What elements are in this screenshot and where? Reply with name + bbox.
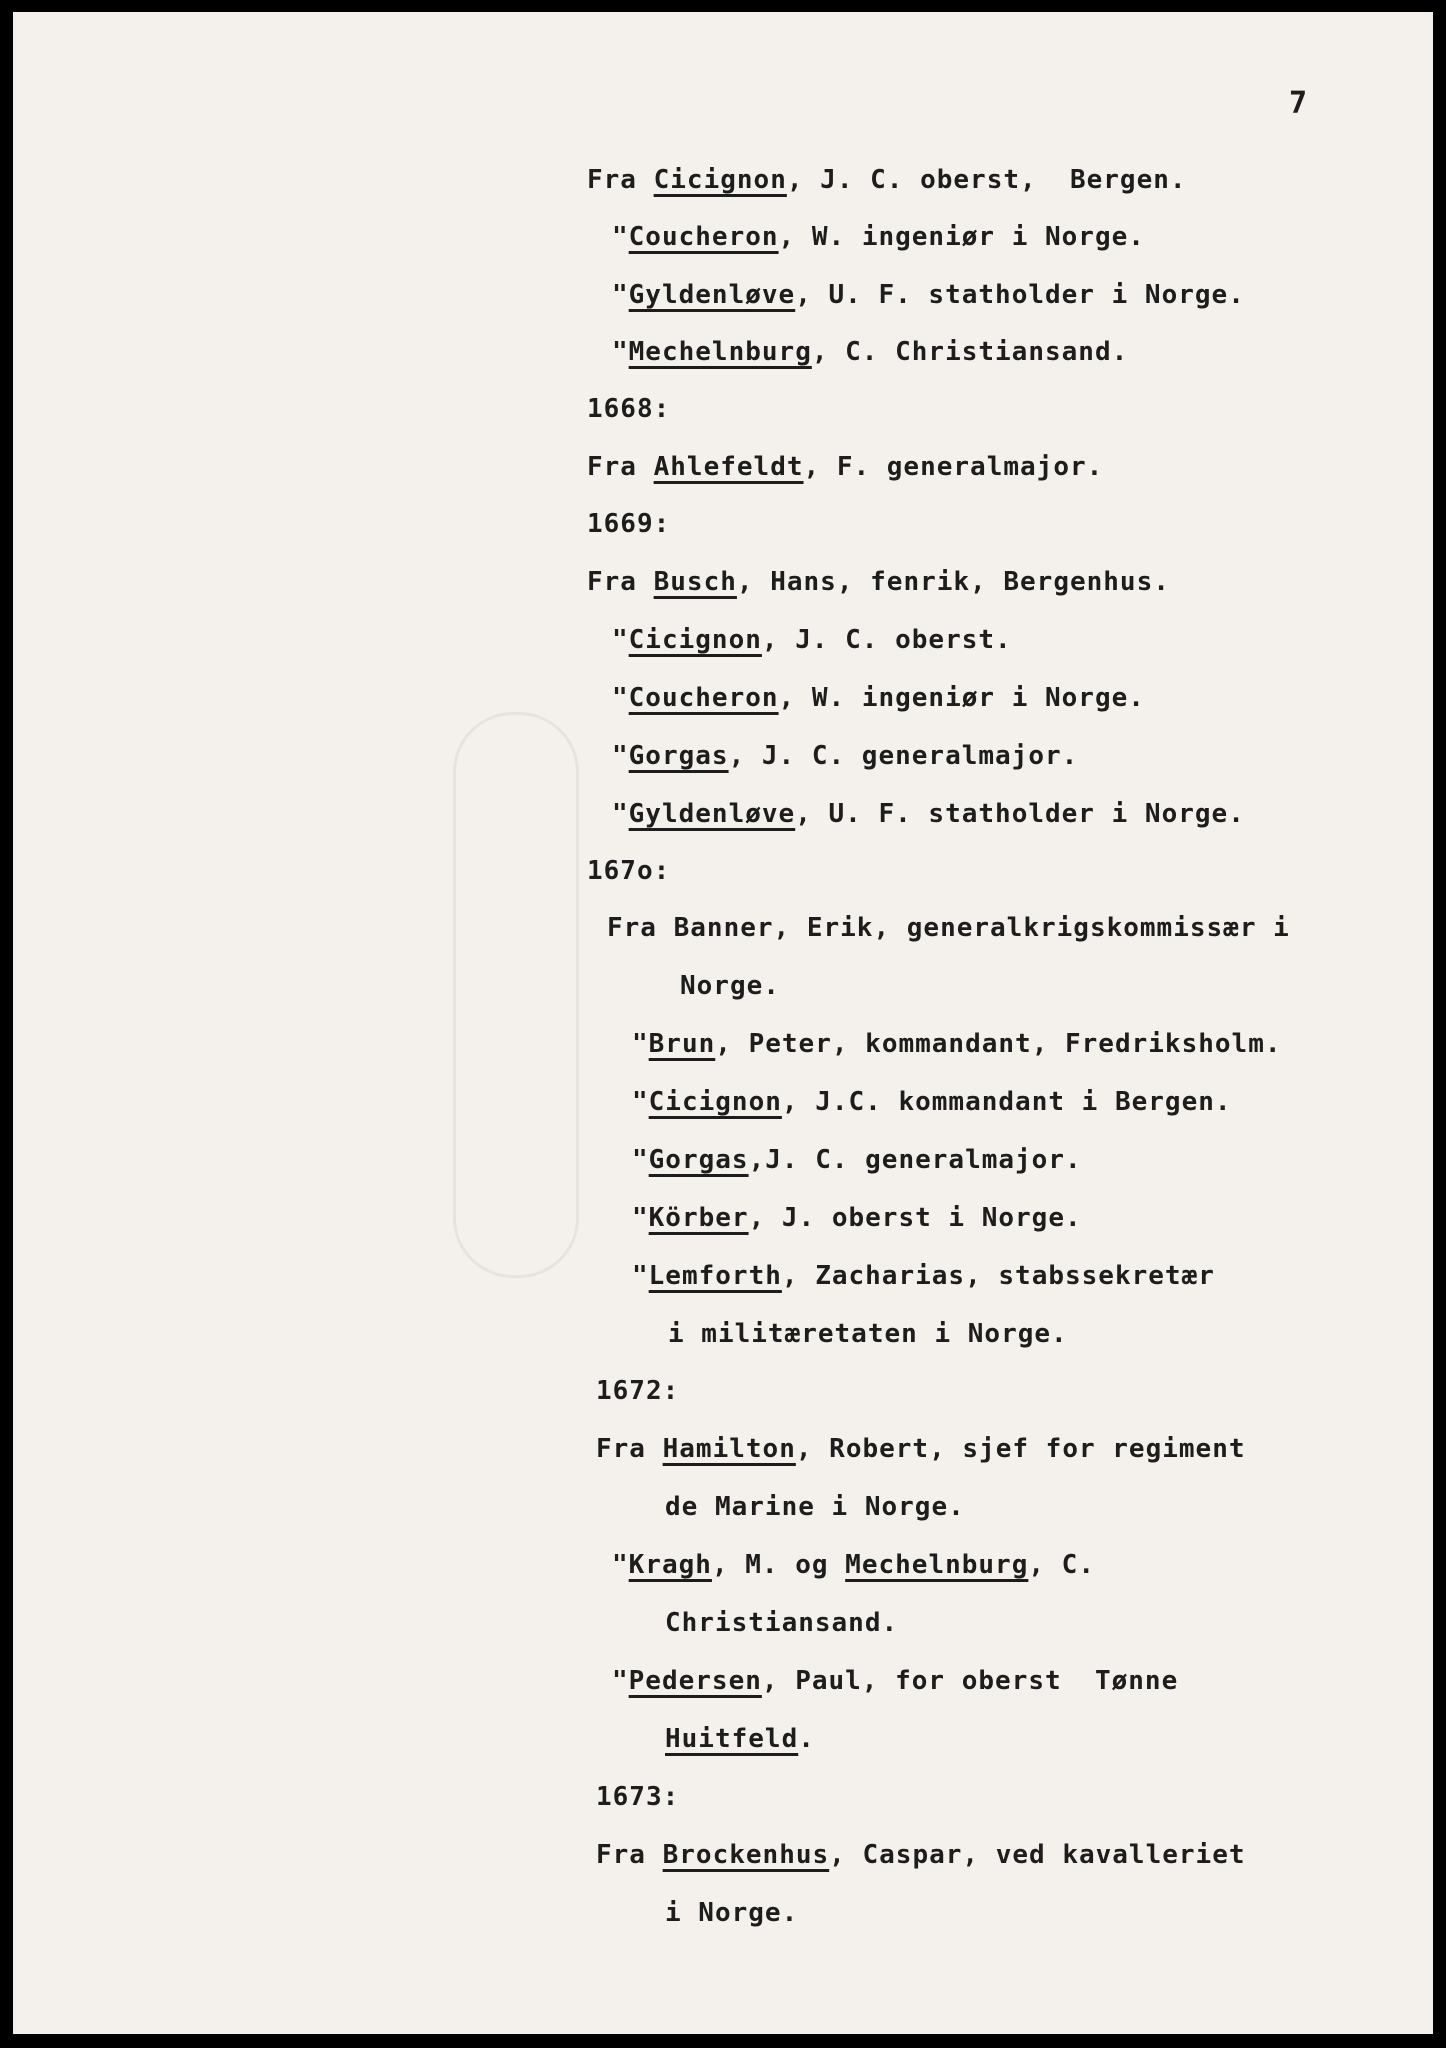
entry-text: , M. og: [711, 1550, 846, 1580]
entry-text: , C.: [1028, 1550, 1095, 1580]
entry-text: ": [612, 337, 629, 367]
entry-text: ": [632, 1029, 649, 1059]
underlined-name: Hamilton: [662, 1434, 796, 1464]
entry-line: [612, 799, 1245, 829]
document-page: [13, 12, 1433, 2034]
entry-text: , U. F. statholder i Norge.: [795, 799, 1245, 829]
entry-text: ": [612, 683, 629, 713]
entry-line: [680, 971, 780, 1001]
entry-line: [612, 222, 1145, 252]
entry-line: [632, 1203, 1082, 1233]
entry-text: , Hans, fenrik, Bergenhus.: [736, 567, 1170, 597]
entry-line: [596, 1782, 679, 1812]
entry-text: Fra: [596, 1434, 663, 1464]
entry-line: [607, 913, 1290, 943]
entry-text: ": [632, 1261, 649, 1291]
entry-text: 167o:: [587, 856, 671, 886]
underlined-name: Körber: [648, 1203, 749, 1233]
entry-text: ": [612, 625, 629, 655]
underlined-name: Cicignon: [628, 625, 762, 655]
entry-line: [596, 1840, 1246, 1870]
entry-line: [665, 1608, 898, 1638]
entry-line: [596, 1376, 679, 1406]
entry-line: [587, 509, 670, 539]
entry-text: , W. ingeniør i Norge.: [778, 222, 1145, 252]
underlined-name: Cicignon: [648, 1087, 782, 1117]
underlined-name: Lemforth: [648, 1261, 782, 1291]
entry-line: [632, 1261, 1215, 1291]
entry-line: [612, 625, 1012, 655]
entry-line: [665, 1898, 798, 1928]
entry-text: 1672:: [596, 1376, 680, 1406]
entry-text: , C. Christiansand.: [811, 337, 1129, 367]
underlined-name: Brockenhus: [662, 1840, 830, 1870]
entry-text: , W. ingeniør i Norge.: [778, 683, 1145, 713]
entry-line: [587, 394, 670, 424]
underlined-name: Coucheron: [628, 222, 779, 252]
entry-line: [612, 1666, 1178, 1696]
entry-line: [632, 1029, 1282, 1059]
entry-text: ": [612, 280, 629, 310]
entry-line: [587, 856, 670, 886]
entry-line: [665, 1492, 965, 1522]
entry-text: ": [612, 1550, 629, 1580]
underlined-name: Pedersen: [628, 1666, 762, 1696]
entry-text: i Norge.: [665, 1898, 799, 1928]
entry-text: , J. C. oberst, Bergen.: [786, 165, 1187, 195]
entry-text: ": [612, 222, 629, 252]
entry-line: [665, 1724, 815, 1754]
entry-line: [612, 280, 1245, 310]
entry-text: , F. generalmajor.: [803, 452, 1104, 482]
entry-text: Fra: [587, 165, 654, 195]
entry-text: ": [632, 1145, 649, 1175]
entry-text: 1668:: [587, 394, 671, 424]
underlined-name: Coucheron: [628, 683, 779, 713]
entry-text: ": [632, 1203, 649, 1233]
entry-text: ,J. C. generalmajor.: [748, 1145, 1082, 1175]
entry-line: [612, 337, 1128, 367]
entry-line: [587, 165, 1187, 195]
entry-text: ": [612, 741, 629, 771]
page-number: 7: [1289, 86, 1308, 121]
underlined-name: Gyldenløve: [628, 280, 796, 310]
underlined-name: Cicignon: [653, 165, 787, 195]
underlined-name: Mechelnburg: [628, 337, 812, 367]
entry-text: , Caspar, ved kavalleriet: [829, 1840, 1246, 1870]
underlined-name: Gorgas: [628, 741, 729, 771]
underlined-name: Gorgas: [648, 1145, 749, 1175]
entry-text: , Paul, for oberst Tønne: [761, 1666, 1179, 1696]
entry-text: , Robert, sjef for regiment: [795, 1434, 1246, 1464]
underlined-name: Brun: [648, 1029, 716, 1059]
entry-text: Fra: [587, 452, 654, 482]
entry-text: Christiansand.: [665, 1608, 899, 1638]
entry-text: i militæretaten i Norge.: [668, 1319, 1068, 1349]
underlined-name: Kragh: [628, 1550, 712, 1580]
entry-text: 1669:: [587, 509, 671, 539]
entry-text: 1673:: [596, 1782, 680, 1812]
entry-text: , J. oberst i Norge.: [748, 1203, 1082, 1233]
entry-text: ": [612, 1666, 629, 1696]
entry-text: Norge.: [680, 971, 780, 1001]
entry-text: , Peter, kommandant, Fredriksholm.: [715, 1029, 1282, 1059]
entry-text: Fra: [587, 567, 654, 597]
entry-text: , U. F. statholder i Norge.: [795, 280, 1245, 310]
underlined-name: Gyldenløve: [628, 799, 796, 829]
underlined-name: Huitfeld: [665, 1724, 799, 1754]
entry-line: [596, 1434, 1246, 1464]
entry-text: ": [632, 1087, 649, 1117]
entry-line: [612, 683, 1145, 713]
entry-text: , J.C. kommandant i Bergen.: [781, 1087, 1232, 1117]
underlined-name: Mechelnburg: [845, 1550, 1029, 1580]
entry-text: Fra Banner, Erik, generalkrigskommissær i: [607, 913, 1290, 943]
entry-text: de Marine i Norge.: [665, 1492, 965, 1522]
entry-line: [668, 1319, 1068, 1349]
entry-line: [587, 452, 1103, 482]
entry-text: , J. C. oberst.: [761, 625, 1012, 655]
entry-text: Fra: [596, 1840, 663, 1870]
entry-line: [632, 1145, 1082, 1175]
underlined-name: Busch: [653, 567, 737, 597]
entry-line: [612, 1550, 1095, 1580]
entry-text: .: [798, 1724, 815, 1754]
faint-stamp-mark: [453, 712, 579, 1278]
underlined-name: Ahlefeldt: [653, 452, 804, 482]
entry-text: , J. C. generalmajor.: [728, 741, 1079, 771]
entry-text: , Zacharias, stabssekretær: [781, 1261, 1215, 1291]
entry-line: [632, 1087, 1232, 1117]
entry-line: [587, 567, 1170, 597]
entry-text: ": [612, 799, 629, 829]
entry-line: [612, 741, 1078, 771]
